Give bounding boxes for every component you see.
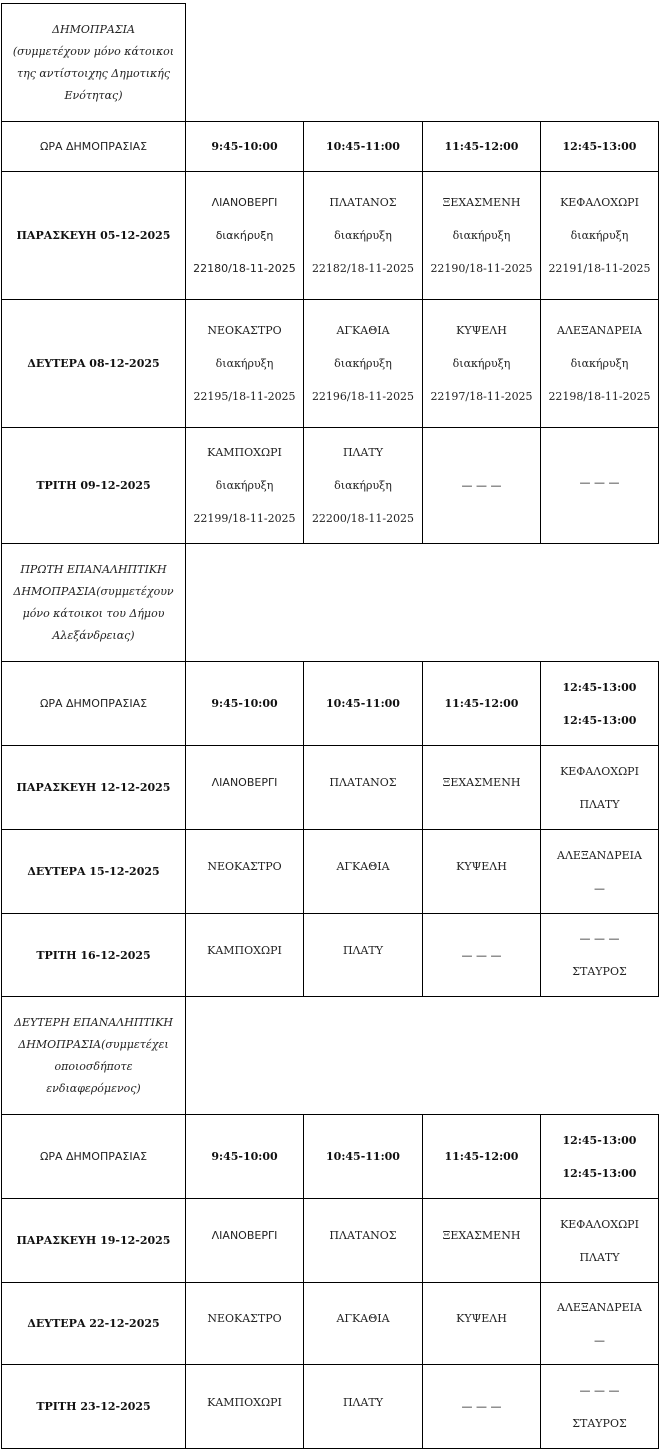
auction-cell: [185, 1282, 304, 1365]
proclamation-ref: 22195/18-11-2025: [193, 390, 296, 403]
village-name: ΝΕΟΚΑΣΤΡΟ: [207, 1312, 282, 1325]
auction-cell: [303, 1364, 423, 1449]
title-line: της αντίστοιχης Δημοτικής: [17, 66, 170, 80]
time-slot-text: 9:45-10:00: [211, 1150, 278, 1163]
title-line: μόνο κάτοικοι του Δήμου: [22, 606, 165, 620]
auction-cell: [303, 427, 423, 544]
time-slot-text: 9:45-10:00: [211, 140, 278, 153]
empty-dash: — — —: [579, 932, 620, 945]
proclamation-label: διακήρυξη: [452, 229, 511, 242]
time-slot-text: 10:45-11:00: [326, 140, 400, 153]
day-text: ΤΡΙΤΗ 16-12-2025: [36, 948, 151, 962]
proclamation-label: διακήρυξη: [334, 479, 392, 492]
proclamation-label: διακήρυξη: [215, 479, 274, 492]
empty-dash: — — —: [579, 1383, 620, 1397]
village-name: ΚΕΦΑΛΟΧΩΡΙ: [560, 196, 639, 209]
village-name: ΑΓΚΑΘΙΑ: [336, 860, 390, 873]
auction-cell: [185, 1364, 304, 1449]
village-name: ΚΥΨΕΛΗ: [456, 324, 507, 337]
village-name: ΝΕΟΚΑΣΤΡΟ: [207, 324, 282, 337]
title-line: Ενότητας): [64, 88, 123, 102]
time-header-label: [1, 1114, 186, 1199]
day-cell: [1, 1198, 186, 1283]
time-slot-text: 10:45-11:00: [326, 1150, 400, 1163]
title-line: ΔΗΜΟΠΡΑΣΙΑ: [52, 22, 135, 36]
proclamation-label: διακήρυξη: [570, 229, 629, 242]
village-name: ΚΕΦΑΛΟΧΩΡΙ: [560, 764, 639, 778]
village-name: ΣΤΑΥΡΟΣ: [572, 965, 627, 978]
auction-cell: [303, 1198, 423, 1283]
time-slot-2: [303, 661, 423, 746]
village-name: ΠΛΑΤΑΝΟΣ: [329, 776, 397, 789]
empty-slot-cell: [422, 1364, 541, 1449]
day-text: ΠΑΡΑΣΚΕΥΗ 12-12-2025: [16, 781, 171, 794]
proclamation-ref: 22190/18-11-2025: [430, 262, 533, 275]
village-name: ΣΤΑΥΡΟΣ: [572, 1416, 627, 1430]
auction-cell: [422, 1282, 541, 1365]
day-text: ΠΑΡΑΣΚΕΥΗ 05-12-2025: [16, 229, 171, 242]
empty-dash: — — —: [461, 1400, 502, 1413]
auction-cell: [303, 1282, 423, 1365]
proclamation-label: διακήρυξη: [452, 357, 511, 370]
village-name: ΛΙΑΝΟΒΕΡΓΙ: [211, 1229, 278, 1242]
time-slot-text: 12:45-13:00: [562, 1133, 637, 1147]
day-cell: [1, 829, 186, 914]
day-cell: [1, 913, 186, 997]
auction-cell: [303, 913, 423, 997]
title-line: ΔΕΥΤΕΡΗ ΕΠΑΝΑΛΗΠΤΙΚΗ: [14, 1015, 173, 1029]
village-name: ΠΛΑΤΑΝΟΣ: [329, 196, 397, 209]
auction-cell: [422, 829, 541, 914]
time-slot-text: 11:45-12:00: [444, 1150, 519, 1163]
village-name: ΠΛΑΤΥ: [342, 944, 384, 957]
title-line: ΔΗΜΟΠΡΑΣΙΑ(συμμετέχει: [18, 1037, 169, 1051]
title-line: ΔΗΜΟΠΡΑΣΙΑ(συμμετέχουν: [13, 584, 174, 598]
empty-dash: — — —: [461, 479, 502, 492]
auction-cell: [540, 913, 659, 997]
auction-cell: [540, 1364, 659, 1449]
time-slot-1: [185, 1114, 304, 1199]
auction-cell: [540, 745, 659, 830]
proclamation-label: διακήρυξη: [215, 229, 274, 242]
village-name: ΠΛΑΤΥ: [342, 446, 384, 459]
day-text: ΔΕΥΤΕΡΑ 22-12-2025: [27, 1317, 160, 1330]
title-line: οποιοσδήποτε: [54, 1059, 133, 1073]
day-text: ΔΕΥΤΕΡΑ 08-12-2025: [27, 357, 160, 370]
village-name: ΑΛΕΞΑΝΔΡΕΙΑ: [557, 1300, 642, 1314]
auction-cell: [185, 1198, 304, 1283]
time-slot-text: 9:45-10:00: [211, 697, 278, 710]
day-text: ΔΕΥΤΕΡΑ 15-12-2025: [27, 865, 160, 878]
village-name: ΚΥΨΕΛΗ: [456, 860, 507, 873]
auction-cell: [303, 171, 423, 300]
day-text: ΤΡΙΤΗ 09-12-2025: [36, 479, 151, 492]
day-cell: [1, 1364, 186, 1449]
day-text: ΠΑΡΑΣΚΕΥΗ 19-12-2025: [16, 1234, 171, 1247]
auction-cell: [540, 829, 659, 914]
empty-dash: — — —: [461, 948, 502, 962]
auction-cell: [185, 745, 304, 830]
auction-cell: [422, 1198, 541, 1283]
proclamation-ref: 22191/18-11-2025: [548, 262, 651, 275]
time-slot-3: [422, 661, 541, 746]
time-slot-2: [303, 1114, 423, 1199]
day-cell: [1, 171, 186, 300]
empty-slot-cell: [422, 913, 541, 997]
auction-cell: [540, 171, 659, 300]
time-slot-3: [422, 121, 541, 172]
village-name: ΑΛΕΞΑΝΔΡΕΙΑ: [557, 848, 642, 862]
village-name: ΑΛΕΞΑΝΔΡΕΙΑ: [557, 324, 642, 337]
proclamation-ref: 22197/18-11-2025: [430, 390, 533, 403]
proclamation-ref: 22196/18-11-2025: [311, 390, 415, 403]
auction-cell: [185, 829, 304, 914]
auction-cell: [422, 299, 541, 428]
day-cell: [1, 745, 186, 830]
time-slot-text: 12:45-13:00: [562, 680, 637, 694]
auction-cell: [303, 299, 423, 428]
day-text: ΤΡΙΤΗ 23-12-2025: [36, 1400, 151, 1413]
title-line: Αλεξάνδρειας): [52, 628, 135, 642]
day-cell: [1, 299, 186, 428]
village-name: ΠΛΑΤΑΝΟΣ: [329, 1229, 397, 1242]
proclamation-label: διακήρυξη: [215, 357, 274, 370]
time-slot-4: [540, 1114, 659, 1199]
section-2-title: [1, 543, 186, 662]
proclamation-label: διακήρυξη: [334, 357, 392, 370]
section-1-title: [1, 3, 186, 122]
auction-cell: [185, 427, 304, 544]
time-slot-1: [185, 121, 304, 172]
time-slot-text: 10:45-11:00: [326, 697, 400, 710]
village-name: ΚΑΜΠΟΧΩΡΙ: [207, 944, 282, 957]
proclamation-ref: 22199/18-11-2025: [193, 512, 296, 525]
proclamation-ref: 22200/18-11-2025: [311, 512, 415, 525]
time-slot-text: 12:45-13:00: [562, 140, 637, 153]
proclamation-label: διακήρυξη: [570, 357, 629, 370]
village-name: ΞΕΧΑΣΜΕΝΗ: [442, 196, 521, 209]
proclamation-label: διακήρυξη: [334, 229, 392, 242]
village-name: ΛΙΑΝΟΒΕΡΓΙ: [211, 776, 278, 789]
village-name: ΠΛΑΤΥ: [579, 797, 620, 811]
auction-cell: [185, 299, 304, 428]
time-slot-text: 11:45-12:00: [444, 140, 519, 153]
village-name: ΑΓΚΑΘΙΑ: [336, 324, 390, 337]
time-slot-1: [185, 661, 304, 746]
time-header-text: ΩΡΑ ΔΗΜΟΠΡΑΣΙΑΣ: [39, 697, 148, 710]
title-line: (συμμετέχουν μόνο κάτοικοι: [12, 44, 175, 58]
time-header-label: [1, 661, 186, 746]
time-slot-4: [540, 121, 659, 172]
village-name: ΚΥΨΕΛΗ: [456, 1312, 507, 1325]
time-header-text: ΩΡΑ ΔΗΜΟΠΡΑΣΙΑΣ: [39, 140, 148, 153]
auction-cell: [303, 745, 423, 830]
empty-dash: —: [594, 881, 605, 895]
auction-cell: [422, 745, 541, 830]
auction-cell: [422, 171, 541, 300]
village-name: ΛΙΑΝΟΒΕΡΓΙ: [211, 196, 278, 209]
village-name: ΚΕΦΑΛΟΧΩΡΙ: [560, 1217, 639, 1231]
auction-cell: [185, 913, 304, 997]
section-3-title: [1, 996, 186, 1115]
day-cell: [1, 427, 186, 544]
auction-cell: [185, 171, 304, 300]
title-line: ΠΡΩΤΗ ΕΠΑΝΑΛΗΠΤΙΚΗ: [20, 562, 167, 576]
empty-slot-cell: [540, 427, 659, 544]
village-name: ΝΕΟΚΑΣΤΡΟ: [207, 860, 282, 873]
proclamation-ref: 22180/18-11-2025: [193, 262, 296, 275]
village-name: ΠΛΑΤΥ: [342, 1396, 384, 1409]
time-slot-4: [540, 661, 659, 746]
village-name: ΑΓΚΑΘΙΑ: [336, 1312, 390, 1325]
time-slot-text: 12:45-13:00: [562, 1166, 637, 1180]
village-name: ΠΛΑΤΥ: [579, 1250, 620, 1264]
day-cell: [1, 1282, 186, 1365]
auction-cell: [540, 1198, 659, 1283]
auction-cell: [540, 1282, 659, 1365]
auction-cell: [540, 299, 659, 428]
time-slot-3: [422, 1114, 541, 1199]
village-name: ΞΕΧΑΣΜΕΝΗ: [442, 776, 521, 789]
empty-dash: — — —: [579, 476, 620, 489]
village-name: ΚΑΜΠΟΧΩΡΙ: [207, 1396, 282, 1409]
time-slot-text: 12:45-13:00: [562, 713, 637, 727]
time-header-text: ΩΡΑ ΔΗΜΟΠΡΑΣΙΑΣ: [39, 1150, 148, 1163]
village-name: ΚΑΜΠΟΧΩΡΙ: [207, 446, 282, 459]
time-slot-2: [303, 121, 423, 172]
time-header-label: [1, 121, 186, 172]
auction-cell: [303, 829, 423, 914]
time-slot-text: 11:45-12:00: [444, 697, 519, 710]
village-name: ΞΕΧΑΣΜΕΝΗ: [442, 1229, 521, 1242]
proclamation-ref: 22198/18-11-2025: [548, 390, 651, 403]
empty-slot-cell: [422, 427, 541, 544]
title-line: ενδιαφερόμενος): [46, 1081, 141, 1095]
empty-dash: —: [594, 1333, 605, 1347]
proclamation-ref: 22182/18-11-2025: [311, 262, 415, 275]
